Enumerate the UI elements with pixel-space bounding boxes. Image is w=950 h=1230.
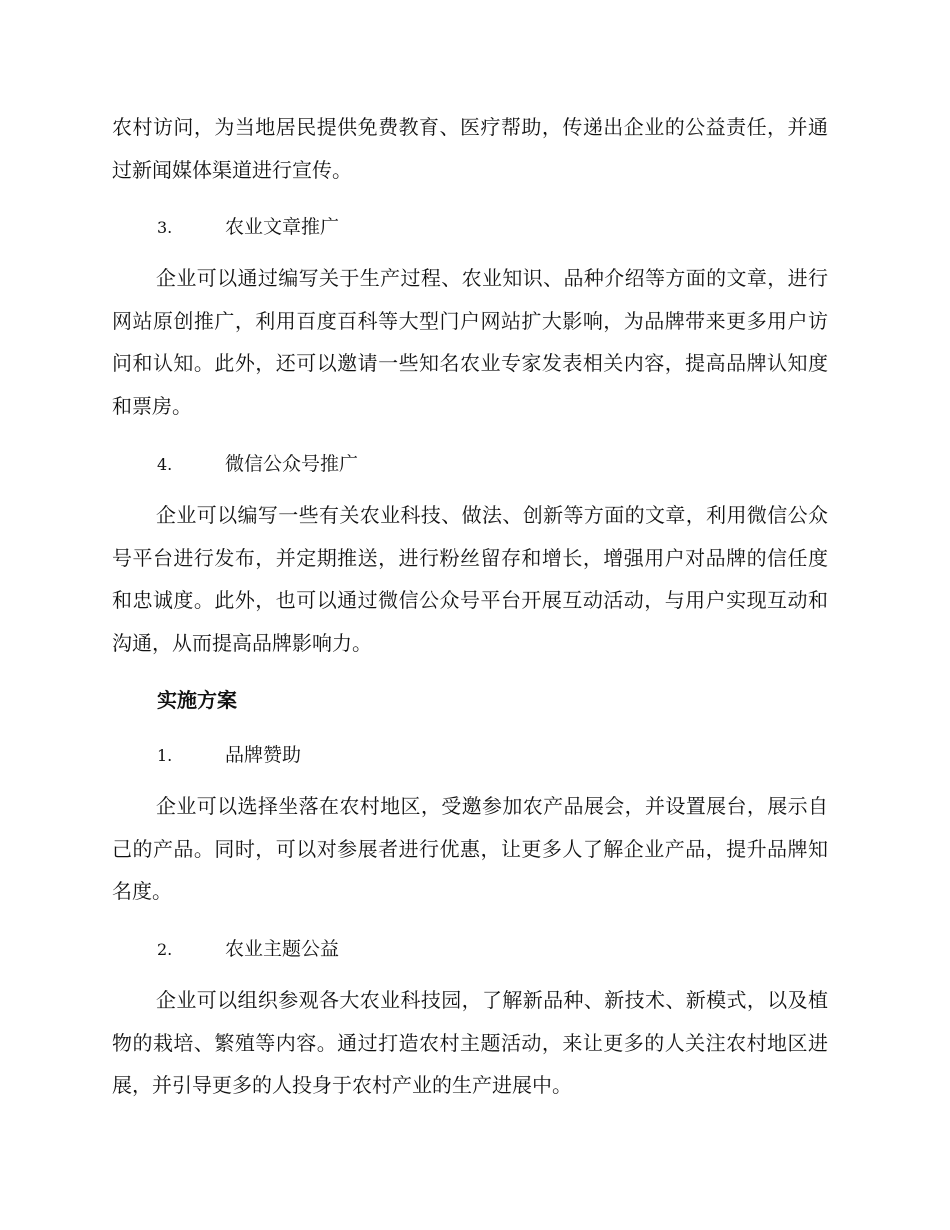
list-item-title: 微信公众号推广 xyxy=(225,453,359,475)
paragraph-intro: 农村访问，为当地居民提供免费教育、医疗帮助，传递出企业的公益责任，并通过新闻媒体渠道进行宣传。 xyxy=(112,115,828,182)
plan-item-1 xyxy=(157,740,301,767)
list-item-number: 1. xyxy=(157,746,173,765)
list-item-title: 农业文章推广 xyxy=(225,216,340,238)
list-item-number: 4. xyxy=(157,455,173,474)
paragraph-wechat-promotion: 企业可以编写一些有关农业科技、做法、创新等方面的文章，利用微信公众号平台进行发布，并定期推送，进行粉丝留存和增长，增强用户对品牌的信任度和忠诚度。此外，也可以通过微信公众号平台开展互动活动，与用户实现互动和沟通，从而提高品牌影响力。 xyxy=(112,503,828,655)
list-item-4 xyxy=(157,449,358,476)
list-item-3 xyxy=(157,212,339,239)
paragraph-article-promotion: 企业可以通过编写关于生产过程、农业知识、品种介绍等方面的文章，进行网站原创推广，利用百度百科等大型门户网站扩大影响，为品牌带来更多用户访问和认知。此外，还可以邀请一些知名农业专家发表相关内容，提高品牌认知度和票房。 xyxy=(112,266,828,418)
plan-item-2 xyxy=(157,934,339,961)
paragraph-brand-sponsorship: 企业可以选择坐落在农村地区，受邀参加农产品展会，并设置展台，展示自己的产品。同时，可以对参展者进行优惠，让更多人了解企业产品，提升品牌知名度。 xyxy=(112,794,828,903)
list-item-title: 品牌赞助 xyxy=(225,744,302,766)
list-item-number: 2. xyxy=(157,940,173,959)
list-item-number: 3. xyxy=(157,218,173,237)
list-item-title: 农业主题公益 xyxy=(225,938,340,960)
paragraph-agri-charity: 企业可以组织参观各大农业科技园，了解新品种、新技术、新模式，以及植物的栽培、繁殖等内容。通过打造农村主题活动，来让更多的人关注农村地区进展，并引导更多的人投身于农村产业的生产进展中。 xyxy=(112,988,828,1097)
section-heading: 实施方案 xyxy=(157,688,237,712)
